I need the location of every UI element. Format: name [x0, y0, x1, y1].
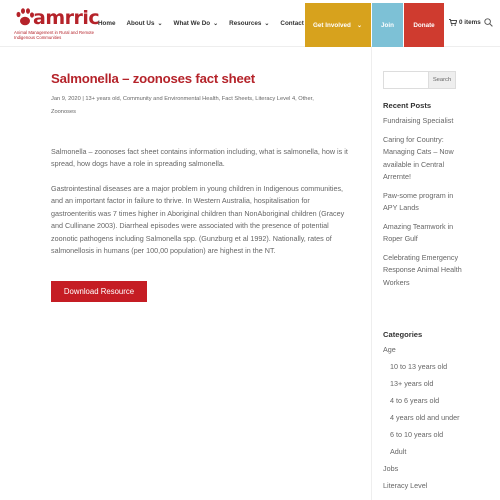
recent-posts-heading: Recent Posts: [383, 101, 432, 110]
nav-item-home[interactable]: [98, 20, 116, 27]
download-resource-button[interactable]: [51, 281, 147, 302]
article-header: [51, 70, 351, 119]
nav-item-about-us[interactable]: [127, 20, 163, 27]
chevron-down-icon: ⌄: [356, 22, 362, 29]
brand-tagline: Animal Management in Rural and Remote Indigenous Communities: [14, 30, 95, 40]
category-link[interactable]: 4 years old and under: [390, 413, 460, 422]
sidebar-divider: [371, 47, 372, 500]
site-header: [0, 0, 500, 47]
categories-heading: Categories: [383, 330, 423, 339]
donate-button[interactable]: [404, 3, 444, 47]
recent-post-link[interactable]: Fundraising Specialist: [383, 116, 454, 125]
post-meta: Jan 9, 2020 | 13+ years old, Community and Environmental Health, Fact Sheets, Literacy Level 4, Other, Zoonoses: [51, 96, 314, 115]
cart-count: 0 items: [459, 19, 481, 26]
page-title: Salmonella – zoonoses fact sheet: [51, 71, 255, 86]
category-link[interactable]: Literacy Level: [383, 481, 428, 490]
category-link[interactable]: 13+ years old: [390, 379, 434, 388]
get-involved-button[interactable]: [305, 3, 371, 47]
article-intro: Salmonella – zoonoses fact sheet contains information including, what is salmonella, how is it spread, how dogs have a role in spreading salmonella.: [51, 147, 348, 169]
cart-icon: [449, 19, 457, 26]
post-categories-cont[interactable]: Zoonoses: [51, 109, 76, 115]
post-date: Jan 9, 2020: [51, 96, 81, 102]
nav-item-label: About Us: [126, 20, 155, 27]
recent-post-link[interactable]: Caring for Country: Managing Cats – Now available in Central Arrernte!: [383, 134, 454, 181]
recent-posts-list: [383, 115, 463, 295]
recent-post-link[interactable]: Paw-some program in APY Lands: [383, 190, 454, 212]
post-categories[interactable]: 13+ years old, Community and Environmental Health, Fact Sheets, Literacy Level 4, Other,: [85, 96, 314, 102]
brand-name: amrric: [33, 7, 100, 29]
recent-post-link[interactable]: Celebrating Emergency Response Animal Health Workers: [383, 252, 462, 287]
site-logo[interactable]: [14, 6, 100, 42]
category-link[interactable]: 10 to 13 years old: [390, 362, 448, 371]
nav-item-what-we-do[interactable]: [174, 20, 219, 27]
join-label: Join: [381, 21, 394, 29]
nav-item-resources[interactable]: [229, 20, 269, 27]
categories-list: [383, 344, 483, 497]
recent-post-link[interactable]: Amazing Teamwork in Roper Gulf: [383, 221, 454, 243]
chevron-down-icon: ⌄: [157, 21, 163, 27]
nav-item-label: Resources: [229, 20, 262, 27]
category-link[interactable]: 6 to 10 years old: [390, 430, 444, 439]
chevron-down-icon: ⌄: [264, 21, 270, 27]
search-button-label: Search: [432, 77, 452, 83]
category-link[interactable]: Age: [383, 345, 396, 354]
main-nav: [98, 0, 323, 47]
chevron-down-icon: ⌄: [213, 21, 219, 27]
category-link[interactable]: 4 to 6 years old: [390, 396, 440, 405]
category-link[interactable]: Adult: [390, 447, 407, 456]
category-link[interactable]: Jobs: [383, 464, 399, 473]
article-body: Gastrointestinal diseases are a major problem in young children in Indigenous communities, and an important factor in failure to thrive. In Western Australia, hospitalisation for gastroenteritis was 7 times higher in Aboriginal children than NonAboriginal children (Gracey and Cullinane 2003). Diarrheal episodes were associated with the presence of potential zoonotic pathogens including Salmonella spp. (Gunzburg et al 1992). Nationally, rates of salmonellosis in humans (per 100,00 population) are highest in the NT.: [51, 184, 345, 256]
nav-item-label: Contact: [280, 20, 304, 27]
nav-item-label: What We Do: [173, 20, 211, 27]
donate-label: Donate: [413, 21, 435, 29]
cart-link[interactable]: [449, 19, 481, 26]
get-involved-label: Get Involved: [313, 21, 351, 29]
nav-item-label: Home: [98, 20, 116, 27]
search-input[interactable]: [383, 71, 429, 89]
search-icon[interactable]: [484, 18, 493, 27]
search-button[interactable]: [428, 71, 456, 89]
download-label: Download Resource: [63, 287, 135, 296]
join-button[interactable]: [372, 3, 403, 47]
